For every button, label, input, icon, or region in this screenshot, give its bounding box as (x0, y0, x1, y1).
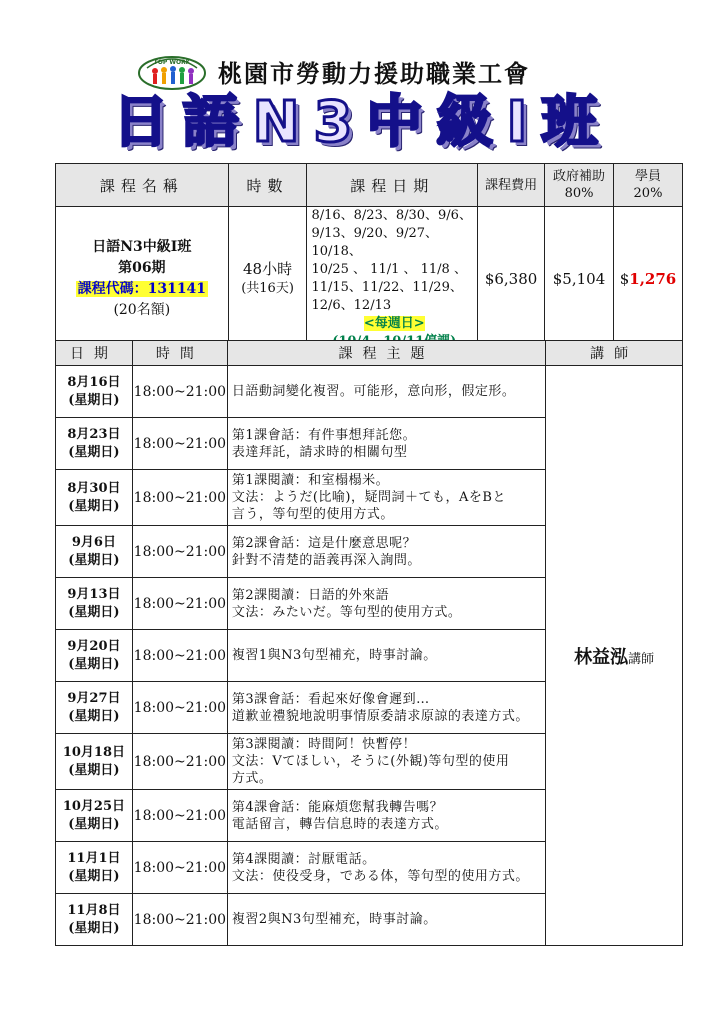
session-time: 18:00~21:00 (132, 790, 227, 842)
course-name-cell: 日語N3中級I班 第06期 課程代碼：131141 (20名額) (56, 207, 229, 352)
hours-cell: 48小時 (共16天) (228, 207, 307, 352)
session-time: 18:00~21:00 (132, 682, 227, 734)
header-topic: 課程主題 (227, 341, 545, 366)
svg-text:TOP WORK: TOP WORK (153, 59, 191, 66)
session-topic: 第2課會話：這是什麼意思呢？ 針對不清楚的語義再深入詢問。 (227, 526, 545, 578)
session-date: 8月23日 (星期日) (56, 418, 133, 470)
dates-cell (307, 207, 478, 352)
session-time: 18:00~21:00 (132, 894, 227, 946)
header (0, 44, 724, 90)
header-time: 時間 (132, 341, 227, 366)
header-hours: 時數 (228, 164, 307, 207)
teacher-cell (546, 366, 683, 946)
session-date: 9月27日 (星期日) (56, 682, 133, 734)
organization-name: 桃園市勞動力援助職業工會 (218, 59, 530, 88)
session-topic: 第3課會話：看起來好像會遲到… 道歉並禮貌地說明事情原委請求原諒的表達方式。 (227, 682, 545, 734)
header-student: 學員 20% (613, 164, 682, 207)
header-course-name: 課程名稱 (56, 164, 229, 207)
session-topic: 第2課閱讀：日語的外來語 文法：みたいだ。等句型的使用方式。 (227, 578, 545, 630)
session-topic: 第4課會話：能麻煩您幫我轉告嗎？ 電話留言，轉告信息時的表達方式。 (227, 790, 545, 842)
session-time: 18:00~21:00 (132, 842, 227, 894)
teacher-name: 林益泓 (574, 646, 629, 668)
top-work-logo (137, 52, 207, 90)
header-fee: 課程費用 (478, 164, 545, 207)
session-time: 18:00~21:00 (132, 578, 227, 630)
header-date: 日期 (56, 341, 133, 366)
session-topic: 複習1與N3句型補充，時事討論。 (227, 630, 545, 682)
session-date: 8月16日 (星期日) (56, 366, 133, 418)
session-date: 8月30日 (星期日) (56, 470, 133, 526)
every-sunday-badge: <每週日> (363, 316, 425, 331)
session-date: 11月1日 (星期日) (56, 842, 133, 894)
course-title: 日語N3中級I班 (112, 90, 612, 155)
header-teacher: 講師 (546, 341, 683, 366)
session-topic: 第1課閱讀：和室榻榻米。 文法：ようだ(比喻)，疑問詞＋ても，AをBと 言う，等句型的使用方式。 (227, 470, 545, 526)
session-time: 18:00~21:00 (132, 526, 227, 578)
session-date: 11月8日 (星期日) (56, 894, 133, 946)
session-date: 10月18日 (星期日) (56, 734, 133, 790)
session-time: 18:00~21:00 (132, 734, 227, 790)
session-time: 18:00~21:00 (132, 630, 227, 682)
course-code: 課程代碼：131141 (77, 281, 207, 297)
header-subsidy: 政府補助 80% (545, 164, 614, 207)
session-topic: 日語動詞變化複習。可能形，意向形，假定形。 (227, 366, 545, 418)
session-topic: 複習2與N3句型補充，時事討論。 (227, 894, 545, 946)
header-course-dates: 課程日期 (307, 164, 478, 207)
fee-cell: $6,380 (478, 207, 545, 352)
session-time: 18:00~21:00 (132, 470, 227, 526)
subsidy-cell: $5,104 (545, 207, 614, 352)
teacher-title: 講師 (628, 651, 655, 667)
session-time: 18:00~21:00 (132, 418, 227, 470)
course-date-line: 11/15、11/22、11/29、 (311, 280, 463, 295)
schedule-row (56, 366, 683, 418)
session-time: 18:00~21:00 (132, 366, 227, 418)
session-date: 9月20日 (星期日) (56, 630, 133, 682)
session-topic: 第1課會話：有件事想拜託您。 表達拜託，請求時的相關句型 (227, 418, 545, 470)
session-topic: 第4課閱讀：討厭電話。 文法：使役受身，である体，等句型的使用方式。 (227, 842, 545, 894)
schedule-table (55, 340, 683, 946)
course-date-line: 8/16、8/23、8/30、9/6、 (311, 208, 472, 223)
session-date: 9月13日 (星期日) (56, 578, 133, 630)
session-date: 10月25日 (星期日) (56, 790, 133, 842)
course-info-table (55, 163, 683, 352)
session-topic: 第3課閱讀：時間阿！快暫停！ 文法：Vてほしい，そうに(外観)等句型的使用 方式。 (227, 734, 545, 790)
course-date-line: 10/25 、 11/1 、 11/8 、 (311, 262, 467, 277)
course-date-line: 12/6、12/13 (311, 298, 392, 313)
course-date-line: 9/13、9/20、9/27、10/18、 (311, 226, 439, 259)
student-fee-cell: $1,276 (613, 207, 682, 352)
session-date: 9月6日 (星期日) (56, 526, 133, 578)
